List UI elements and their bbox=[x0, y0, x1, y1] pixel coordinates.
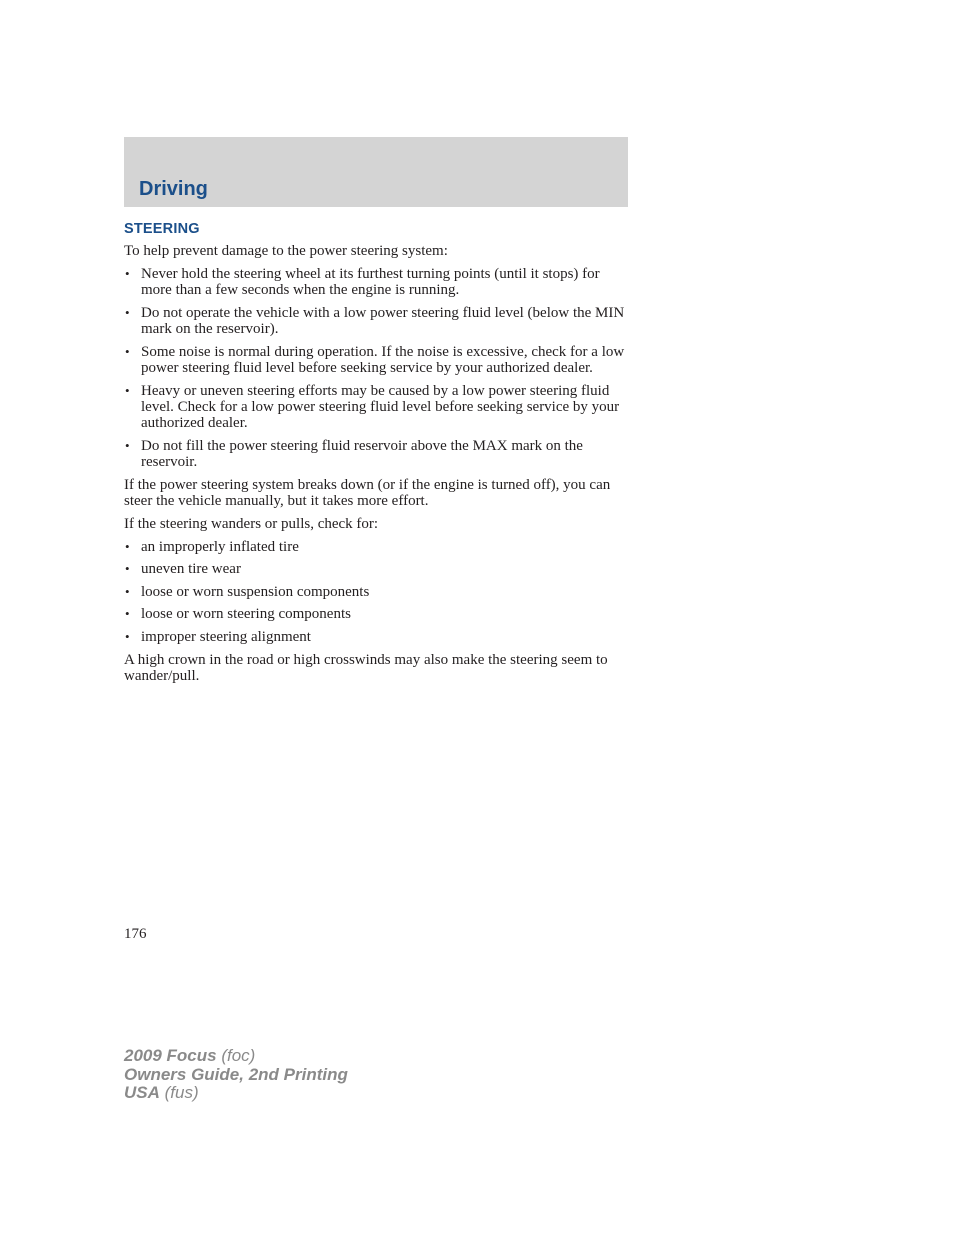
bullet-icon: • bbox=[125, 561, 130, 577]
list-item bbox=[124, 584, 630, 600]
bullet-icon: • bbox=[125, 438, 130, 453]
document-footer bbox=[124, 1047, 348, 1103]
footer-model-code: (foc) bbox=[216, 1046, 256, 1065]
steering-checks-list bbox=[124, 539, 630, 646]
list-item-text: Heavy or uneven steering efforts may be caused by a low power steering fluid level. Check for a low power steering fluid level before seeking service by your authorized dealer. bbox=[141, 382, 620, 432]
footer-line-model bbox=[124, 1047, 348, 1066]
bullet-icon: • bbox=[125, 538, 130, 554]
list-item bbox=[124, 561, 630, 577]
list-item bbox=[124, 305, 630, 338]
breakdown-paragraph: If the power steering system breaks down (or if the engine is turned off), you can steer the vehicle manually, but it takes more effort. bbox=[124, 477, 611, 510]
list-item-text: uneven tire wear bbox=[141, 561, 241, 578]
section-banner bbox=[124, 137, 628, 207]
list-item bbox=[124, 438, 630, 471]
steering-intro: To help prevent damage to the power steering system: bbox=[124, 243, 448, 259]
steering-heading: STEERING bbox=[124, 221, 200, 237]
bullet-icon: • bbox=[125, 343, 130, 359]
list-item-text: loose or worn suspension components bbox=[141, 583, 370, 600]
footer-market: USA bbox=[124, 1083, 160, 1102]
footer-guide: Owners Guide, 2nd Printing bbox=[124, 1064, 348, 1084]
list-item-text: Never hold the steering wheel at its furthest turning points (until it stops) for more than a few seconds when the engine is running. bbox=[141, 265, 600, 298]
footer-market-code: (fus) bbox=[159, 1083, 199, 1102]
bullet-icon: • bbox=[125, 628, 130, 644]
footer-model: 2009 Focus bbox=[124, 1046, 217, 1065]
list-item-text: Some noise is normal during operation. If the noise is excessive, check for a low power steering fluid level before seeking service by your authorized dealer. bbox=[141, 343, 625, 376]
closing-paragraph: A high crown in the road or high crosswinds may also make the steering seem to wander/pull. bbox=[124, 651, 608, 684]
check-intro: If the steering wanders or pulls, check for: bbox=[124, 516, 379, 532]
list-item bbox=[124, 266, 630, 299]
list-item bbox=[124, 629, 630, 645]
list-item-text: improper steering alignment bbox=[141, 628, 311, 645]
list-item-text: an improperly inflated tire bbox=[141, 538, 299, 555]
page-content bbox=[124, 220, 630, 691]
bullet-icon: • bbox=[125, 606, 130, 622]
list-item-text: Do not fill the power steering fluid reservoir above the MAX mark on the reservoir. bbox=[141, 438, 583, 471]
list-item-text: loose or worn steering components bbox=[141, 606, 351, 623]
footer-line-market bbox=[124, 1084, 348, 1103]
bullet-icon: • bbox=[125, 583, 130, 599]
bullet-icon: • bbox=[125, 265, 130, 281]
bullet-icon: • bbox=[125, 304, 130, 320]
list-item-text: Do not operate the vehicle with a low power steering fluid level (below the MIN mark on the reservoir). bbox=[141, 304, 625, 337]
steering-tips-list bbox=[124, 266, 630, 471]
list-item bbox=[124, 383, 630, 432]
page-number: 176 bbox=[124, 926, 147, 942]
list-item bbox=[124, 344, 630, 377]
list-item bbox=[124, 539, 630, 555]
section-title: Driving bbox=[139, 178, 208, 200]
footer-line-guide bbox=[124, 1066, 348, 1085]
list-item bbox=[124, 606, 630, 622]
bullet-icon: • bbox=[125, 382, 130, 398]
